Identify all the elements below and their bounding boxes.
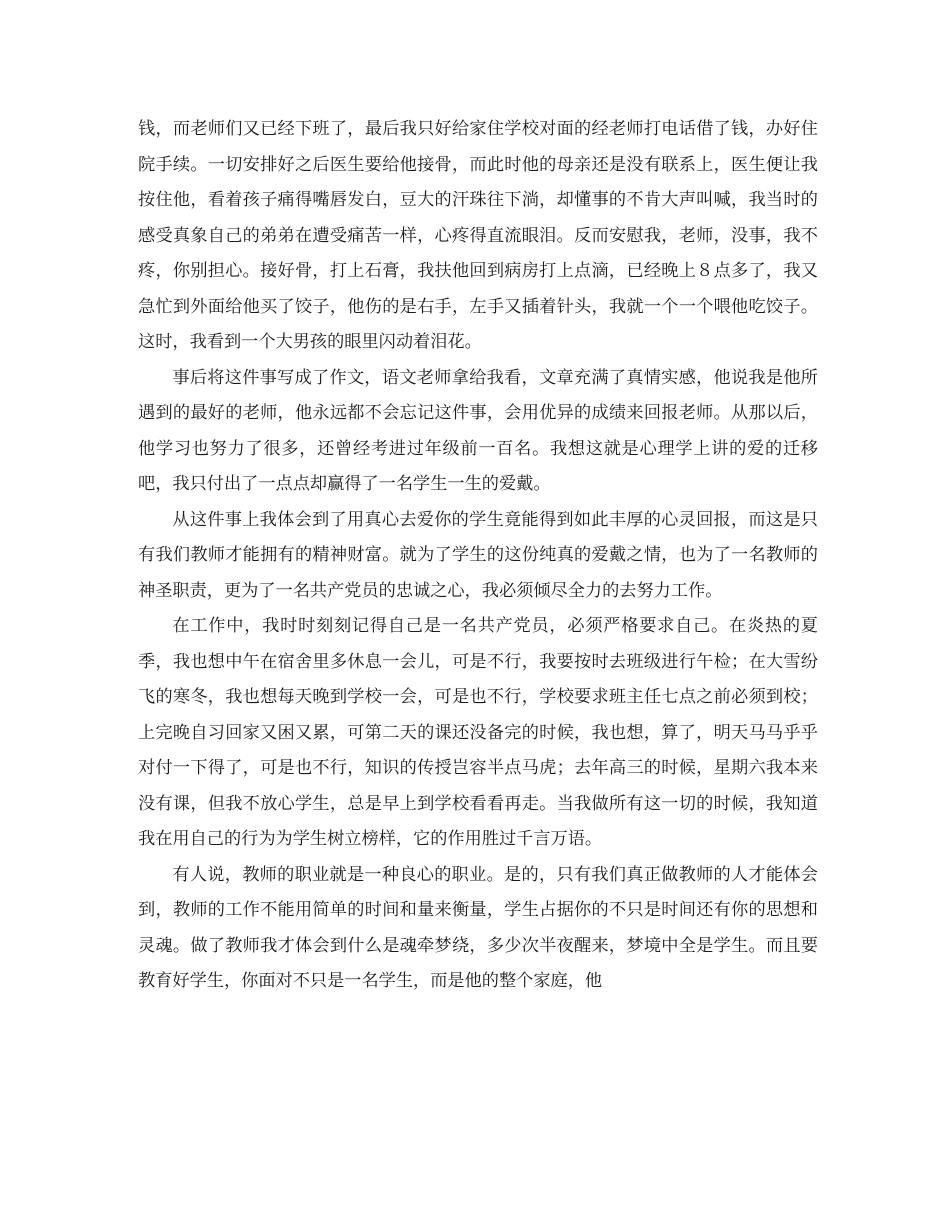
paragraph-work-discipline: 在工作中，我时时刻刻记得自己是一名共产党员，必须严格要求自己。在炎热的夏季，我也想中午在宿舍里多休息一会儿，可是不行，我要按时去班级进行午检；在大雪纷飞的寒冬，我也想每天晚到学校一会，可是也不行，学校要求班主任七点之前必须到校；上完晚自习回家又困又累，可第二天的课还没备完的时候，我也想，算了，明天马马乎乎对付一下得了，可是也不行，知识的传授岂容半点马虎；去年高三的时候，星期六我本来没有课，但我不放心学生，总是早上到学校看看再走。当我做所有这一切的时候，我知道我在用自己的行为为学生树立榜样，它的作用胜过千言万语。: [138, 616, 818, 849]
document-body: [138, 112, 818, 1000]
paragraph-conscience-profession: 有人说，教师的职业就是一种良心的职业。是的，只有我们真正做教师的人才能体会到，教师的工作不能用简单的时间和量来衡量，学生占据你的不只是时间还有你的思想和灵魂。做了教师我才体会到什么是魂牵梦绕，多少次半夜醒来，梦境中全是学生。而且要教育好学生，你面对不只是一名学生，而是他的整个家庭，他: [138, 864, 818, 991]
paragraph-continued-story: 钱，而老师们又已经下班了，最后我只好给家住学校对面的经老师打电话借了钱，办好住院手续。一切安排好之后医生要给他接骨，而此时他的母亲还是没有联系上，医生便让我按住他，看着孩子痛得嘴唇发白，豆大的汗珠往下淌，却懂事的不肯大声叫喊，我当时的感受真象自己的弟弟在遭受痛苦一样，心疼得直流眼泪。反而安慰我，老师，没事，我不疼，你别担心。接好骨，打上石膏，我扶他回到病房打上点滴，已经晚上８点多了，我又急忙到外面给他买了饺子，他伤的是右手，左手又插着针头，我就一个一个喂他吃饺子。这时，我看到一个大男孩的眼里闪动着泪花。: [138, 119, 818, 352]
paragraph-spiritual-reward: 从这件事上我体会到了用真心去爱你的学生竟能得到如此丰厚的心灵回报，而这是只有我们教师才能拥有的精神财富。就为了学生的这份纯真的爱戴之情，也为了一名教师的神圣职责，更为了一名共产党员的忠诚之心，我必须倾尽全力的去努力工作。: [138, 509, 818, 601]
paragraph-essay-reflection: 事后将这件事写成了作文，语文老师拿给我看，文章充满了真情实感，他说我是他所遇到的最好的老师，他永远都不会忘记这件事，会用优异的成绩来回报老师。从那以后，他学习也努力了很多，还曾经考进过年级前一百名。我想这就是心理学上讲的爱的迁移吧，我只付出了一点点却赢得了一名学生一生的爱戴。: [138, 367, 818, 494]
